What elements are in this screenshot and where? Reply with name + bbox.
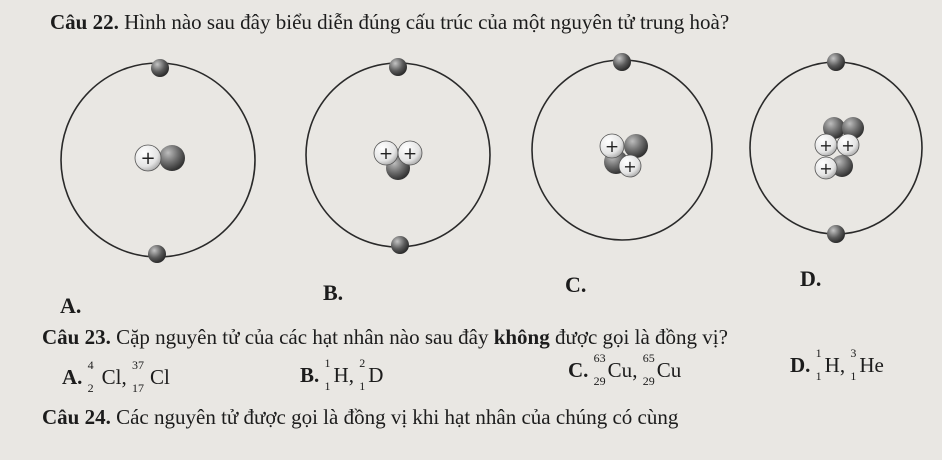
nuclide-a-1: 4 2 Cl xyxy=(87,358,122,395)
q23-option-b[interactable]: B. 1 1 H, 2 1 D xyxy=(300,356,384,393)
nuclide-c-2: 65 29 Cu xyxy=(642,351,682,388)
proton-b-2 xyxy=(398,141,422,165)
nuclide-b-1: 1 1 H xyxy=(324,356,349,393)
proton-d-2 xyxy=(837,134,859,156)
question-23-text-after: được gọi là đồng vị? xyxy=(549,325,728,349)
svg-text:+: + xyxy=(140,148,156,169)
svg-text:+: + xyxy=(378,144,394,164)
atom-b xyxy=(306,58,490,254)
nuclide-b-2: 2 1 D xyxy=(359,356,384,393)
nuclide-c-1: 63 29 Cu xyxy=(593,351,633,388)
q23-option-b-label: B. xyxy=(300,363,320,387)
svg-text:+: + xyxy=(819,136,833,155)
q23-option-c[interactable]: C. 63 29 Cu, 65 29 Cu xyxy=(568,351,682,388)
neutron-c-1 xyxy=(624,134,648,158)
question-22-number: Câu 22. xyxy=(50,10,119,34)
electron-a-2 xyxy=(148,245,166,263)
proton-d-1 xyxy=(815,134,837,156)
electron-b-2 xyxy=(391,236,409,254)
svg-text:+: + xyxy=(604,137,620,157)
svg-text:+: + xyxy=(819,159,833,178)
q23-option-a[interactable]: A. 4 2 Cl, 37 17 Cl xyxy=(62,358,170,395)
question-23-number: Câu 23. xyxy=(42,325,111,349)
proton-c-2 xyxy=(619,155,641,177)
question-23-text-bold: không xyxy=(493,325,550,349)
q23-option-a-label: A. xyxy=(62,365,83,389)
q23-option-d[interactable]: D. 1 1 H, 3 1 He xyxy=(790,346,884,383)
question-24-text: Các nguyên tử được gọi là đồng vị khi hạt nhân của chúng có cùng xyxy=(110,405,679,429)
electron-d-1 xyxy=(827,53,845,71)
nuclide-d-1: 1 1 H xyxy=(815,346,840,383)
question-23-text-before: Cặp nguyên tử của các hạt nhân nào sau đây xyxy=(110,325,494,349)
neutron-a-1 xyxy=(159,145,185,171)
q23-option-c-label: C. xyxy=(568,358,589,382)
label-c: C. xyxy=(565,272,587,297)
nuclide-d-2: 3 1 He xyxy=(850,346,884,383)
atom-a xyxy=(61,59,255,263)
question-22-text: Hình nào sau đây biểu diễn đúng cấu trúc của một nguyên tử trung hoà? xyxy=(118,10,730,34)
atom-d xyxy=(750,53,922,243)
label-a: A. xyxy=(60,293,82,318)
electron-a-1 xyxy=(151,59,169,77)
nuclide-a-2: 37 17 Cl xyxy=(132,358,170,395)
proton-c-1 xyxy=(600,134,624,158)
proton-a-1 xyxy=(135,145,161,171)
atom-c xyxy=(532,53,712,240)
svg-text:+: + xyxy=(623,157,637,176)
svg-text:+: + xyxy=(402,144,418,164)
electron-d-2 xyxy=(827,225,845,243)
electron-c-1 xyxy=(613,53,631,71)
q23-option-d-label: D. xyxy=(790,353,811,377)
label-b: B. xyxy=(323,280,344,305)
electron-b-1 xyxy=(389,58,407,76)
proton-d-3 xyxy=(815,157,837,179)
question-24-number: Câu 24. xyxy=(42,405,111,429)
question-23 xyxy=(42,325,728,350)
label-d: D. xyxy=(800,266,822,291)
proton-b-1 xyxy=(374,141,398,165)
svg-text:+: + xyxy=(841,136,855,155)
question-24 xyxy=(42,405,678,430)
